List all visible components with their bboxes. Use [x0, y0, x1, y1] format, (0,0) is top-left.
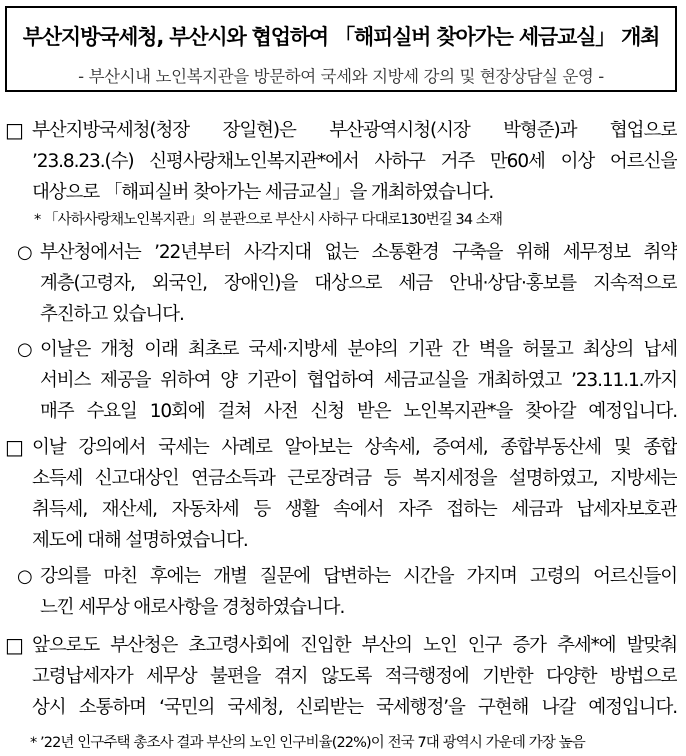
title-box: [5, 6, 677, 92]
paragraph-4: [32, 432, 677, 556]
paragraph-line: 상시 소통하며 ‘국민의 국세청, 신뢰받는 국세행정’을 구현해 나갈 예정입니다.: [32, 697, 677, 718]
footnote-1: * 「사하사랑채노인복지관」의 분관으로 부산시 사하구 다대로130번길 34 소재: [34, 212, 503, 228]
circle-bullet: ○: [17, 339, 33, 360]
page-title: 부산지방국세청, 부산시와 협업하여 「해피실버 찾아가는 세금교실」 개최: [22, 25, 660, 49]
paragraph-line: 대상으로 「해피실버 찾아가는 세금교실」을 개최하였습니다.: [32, 182, 494, 203]
paragraph-line: 부산지방국세청(청장 장일현)은 부산광역시청(시장 박형준)과 협업으로: [32, 120, 677, 141]
page-subtitle: - 부산시내 노인복지관을 방문하여 국세와 지방세 강의 및 현장상담실 운영 -: [78, 67, 604, 86]
paragraph-3: [40, 334, 677, 427]
circle-bullet: ○: [17, 242, 33, 263]
paragraph-line: 매주 수요일 10회에 걸쳐 사전 신청 받은 노인복지관*을 찾아갈 예정입니다.: [40, 401, 677, 422]
paragraph-line: 소득세 신고대상인 연금소득과 근로장려금 등 복지세정을 설명하였고, 지방세는: [32, 468, 677, 489]
paragraph-line: 느낀 세무상 애로사항을 경청하였습니다.: [40, 597, 345, 618]
paragraph-line: 이날 강의에서 국세는 사례로 알아보는 상속세, 증여세, 종합부동산세 및 종합: [32, 437, 677, 458]
paragraph-line: 계층(고령자, 외국인, 장애인)을 대상으로 세금 안내·상담·홍보를 지속적으로: [40, 273, 677, 294]
paragraph-line: 서비스 제공을 위하여 양 기관이 협업하여 세금교실을 개최하였고 ’23.11.1.까지: [40, 370, 677, 391]
paragraph-line: 앞으로도 부산청은 초고령사회에 진입한 부산의 노인 인구 증가 추세*에 발맞춰: [32, 635, 677, 656]
paragraph-line: 취득세, 재산세, 자동차세 등 생활 속에서 자주 접하는 세금과 납세자보호관: [32, 499, 677, 520]
square-bullet: □: [5, 633, 24, 657]
paragraph-line: 고령납세자가 세무상 불편을 겪지 않도록 적극행정에 기반한 다양한 방법으로: [32, 666, 677, 687]
square-bullet: □: [5, 118, 24, 142]
circle-bullet: ○: [17, 566, 33, 587]
paragraph-line: 강의를 마친 후에는 개별 질문에 답변하는 시간을 가지며 고령의 어르신들이: [40, 566, 677, 587]
paragraph-line: 이날은 개청 이래 최초로 국세·지방세 분야의 기관 간 벽을 허물고 최상의 납세: [40, 339, 677, 360]
paragraph-line: 제도에 대해 설명하였습니다.: [32, 530, 248, 551]
square-bullet: □: [5, 435, 24, 459]
paragraph-2: [40, 237, 677, 330]
paragraph-line: 추진하고 있습니다.: [40, 304, 184, 325]
paragraph-line: 부산청에서는 ’22년부터 사각지대 없는 소통환경 구축을 위해 세무정보 취약: [40, 242, 677, 263]
paragraph-6: [32, 630, 677, 723]
paragraph-1: [32, 115, 677, 208]
paragraph-5: [40, 561, 677, 623]
footnote-2: * ’22년 인구주택 총조사 결과 부산의 노인 인구비율(22%)이 전국 7대 광역시 가운데 가장 높음: [30, 735, 585, 751]
paragraph-line: ’23.8.23.(수) 신평사랑채노인복지관*에서 사하구 거주 만60세 이상 어르신을: [32, 151, 677, 172]
